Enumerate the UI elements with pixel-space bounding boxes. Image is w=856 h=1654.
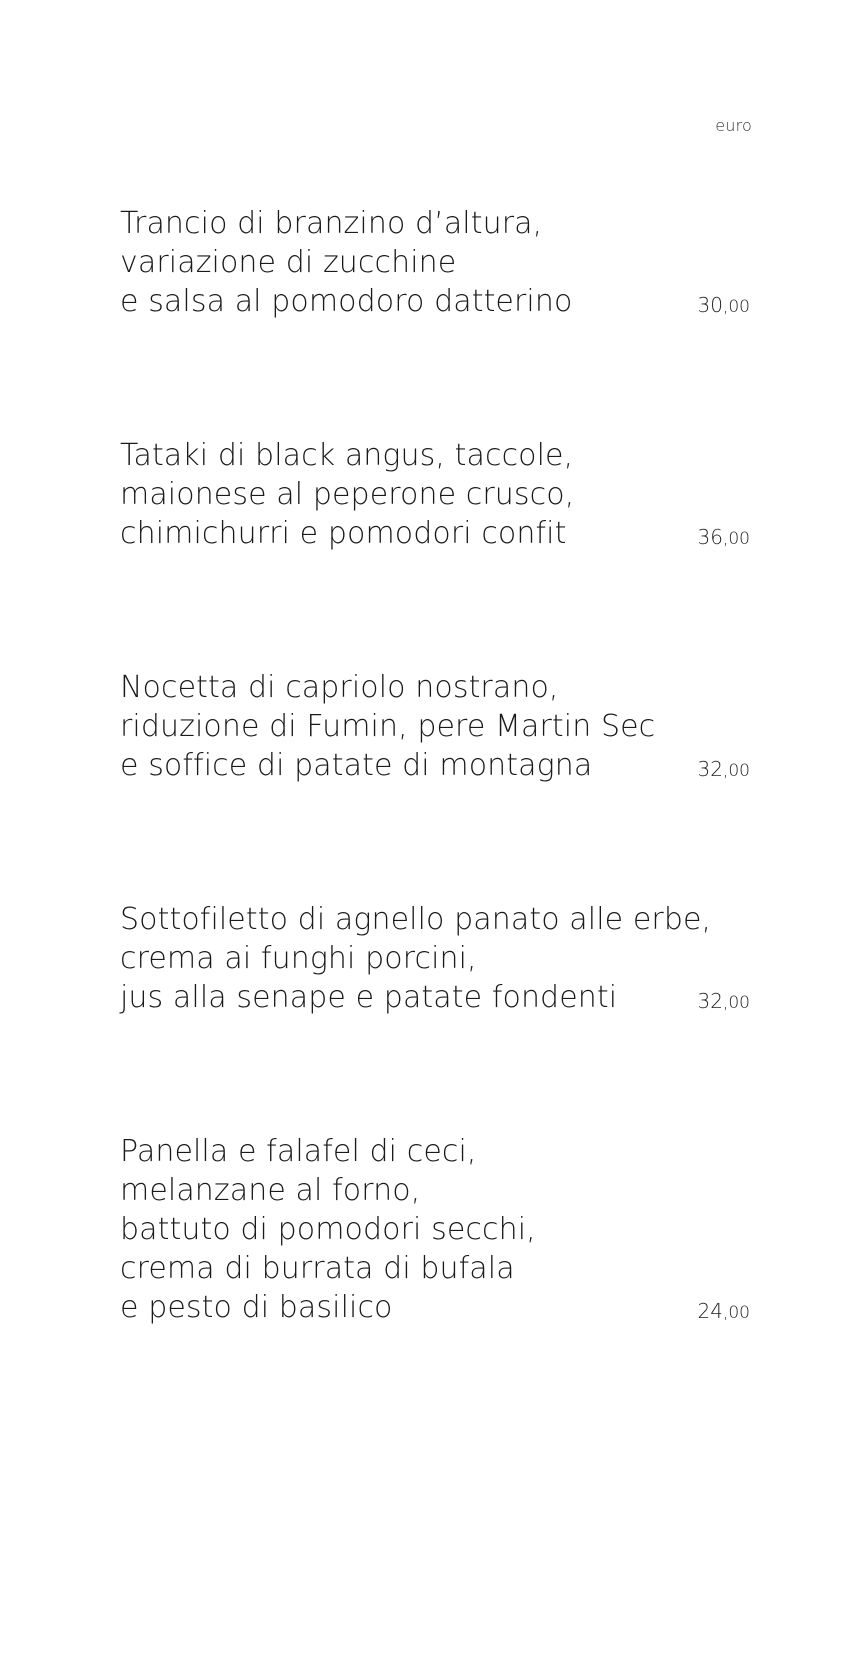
- dish-price: [698, 293, 751, 317]
- price-whole: 36: [697, 525, 723, 549]
- dish-line: riduzione di Fumin, pere Martin Sec: [120, 709, 656, 744]
- price-cents: ,00: [722, 761, 750, 781]
- dish-price: [698, 757, 751, 781]
- price-whole: 30: [697, 293, 723, 317]
- price-whole: 24: [697, 1299, 723, 1323]
- dish-description: [120, 436, 750, 553]
- dish-line: variazione di zucchine: [120, 245, 457, 280]
- dish-line: e salsa al pomodoro datterino: [120, 284, 573, 319]
- menu-item: [120, 668, 750, 785]
- menu-item: [120, 1132, 750, 1327]
- dish-price: [698, 525, 751, 549]
- dish-line: chimichurri e pomodori confit: [120, 516, 567, 551]
- dish-description: [120, 900, 750, 1017]
- dish-price: [698, 1299, 751, 1323]
- dish-line: Nocetta di capriolo nostrano,: [120, 670, 559, 705]
- dish-line: crema di burrata di bufala: [120, 1251, 515, 1286]
- dish-description: [120, 1132, 750, 1327]
- dish-line: Trancio di branzino d’altura,: [120, 206, 543, 241]
- dish-line: maionese al peperone crusco,: [120, 477, 575, 512]
- dish-price: [698, 989, 751, 1013]
- price-whole: 32: [697, 989, 723, 1013]
- dish-line: Panella e falafel di ceci,: [120, 1134, 477, 1169]
- menu-item: [120, 204, 750, 321]
- dish-line: jus alla senape e patate fondenti: [120, 980, 618, 1015]
- price-cents: ,00: [722, 1303, 750, 1323]
- menu-item: [120, 436, 750, 553]
- price-cents: ,00: [722, 529, 750, 549]
- dish-line: melanzane al forno,: [120, 1173, 421, 1208]
- price-cents: ,00: [722, 297, 750, 317]
- dish-line: e pesto di basilico: [120, 1290, 393, 1325]
- currency-label: euro: [715, 116, 752, 135]
- menu-item: [120, 900, 750, 1017]
- dish-description: [120, 668, 750, 785]
- price-cents: ,00: [722, 993, 750, 1013]
- dish-description: [120, 204, 750, 321]
- price-whole: 32: [697, 757, 723, 781]
- dish-line: crema ai funghi porcini,: [120, 941, 477, 976]
- dish-line: battuto di pomodori secchi,: [120, 1212, 536, 1247]
- dish-line: e soffice di patate di montagna: [120, 748, 593, 783]
- dish-line: Tataki di black angus, taccole,: [120, 438, 574, 473]
- dish-line: Sottofiletto di agnello panato alle erbe,: [120, 902, 712, 937]
